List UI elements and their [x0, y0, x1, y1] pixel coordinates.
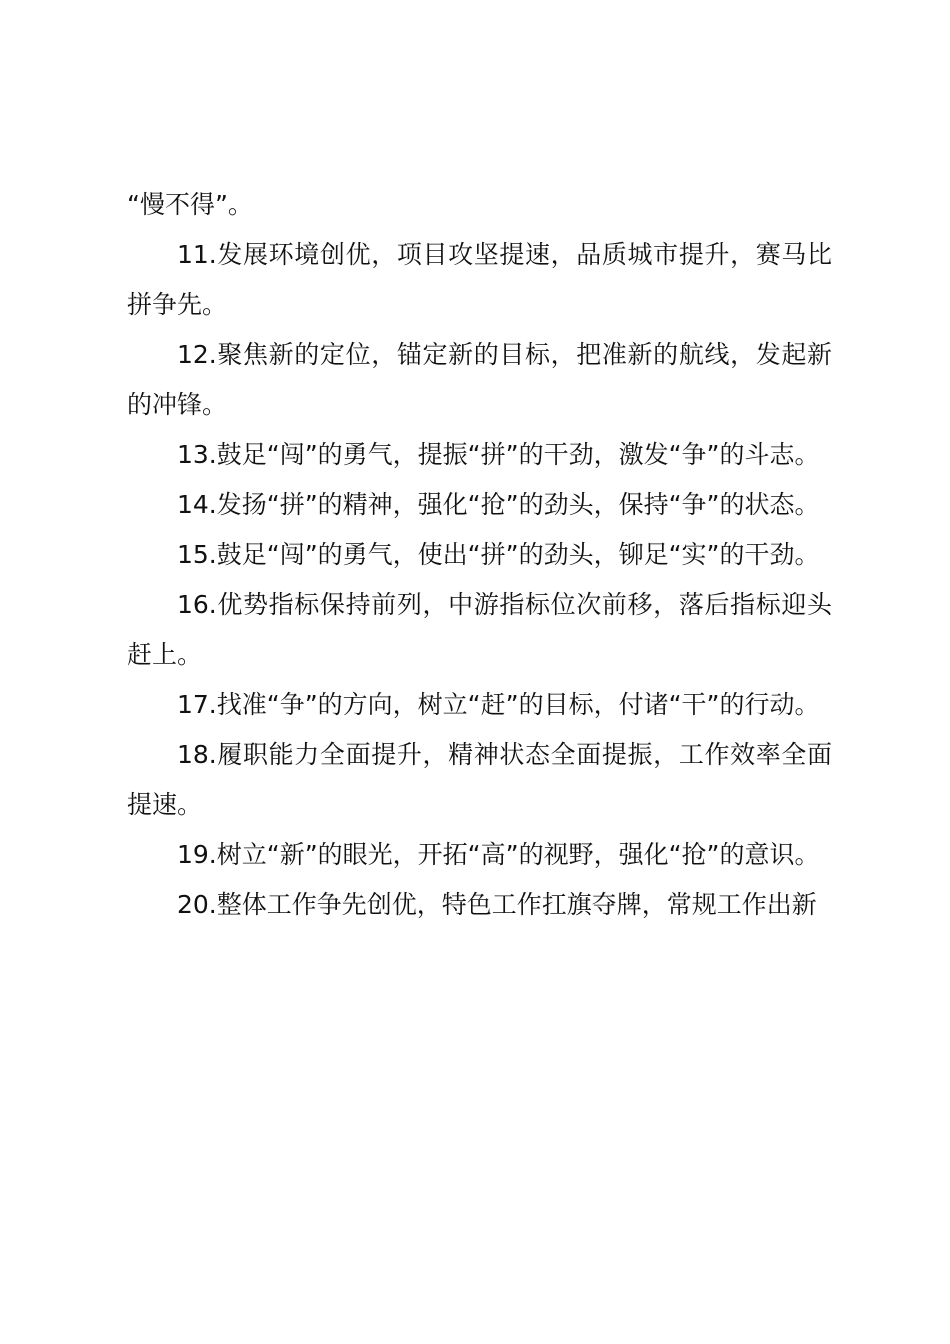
list-item: 11.发展环境创优，项目攻坚提速，品质城市提升，赛马比拼争先。 [127, 240, 832, 319]
list-item: 20.整体工作争先创优，特色工作扛旗夺牌，常规工作出新 [177, 890, 817, 919]
list-item: 12.聚焦新的定位，锚定新的目标，把准新的航线，发起新的冲锋。 [127, 340, 832, 419]
list-item: 15.鼓足“闯”的勇气，使出“拼”的劲头，铆足“实”的干劲。 [177, 540, 820, 569]
list-item: 14.发扬“拼”的精神，强化“抢”的劲头，保持“争”的状态。 [177, 490, 820, 519]
document-body [127, 180, 832, 930]
continued-text: “慢不得”。 [127, 190, 253, 219]
list-item: 17.找准“争”的方向，树立“赶”的目标，付诸“干”的行动。 [177, 690, 820, 719]
list-item: 16.优势指标保持前列，中游指标位次前移，落后指标迎头赶上。 [127, 590, 832, 669]
list-item: 18.履职能力全面提升，精神状态全面提振，工作效率全面提速。 [127, 740, 832, 819]
list-item: 19.树立“新”的眼光，开拓“高”的视野，强化“抢”的意识。 [177, 840, 820, 869]
list-item: 13.鼓足“闯”的勇气，提振“拼”的干劲，激发“争”的斗志。 [177, 440, 820, 469]
